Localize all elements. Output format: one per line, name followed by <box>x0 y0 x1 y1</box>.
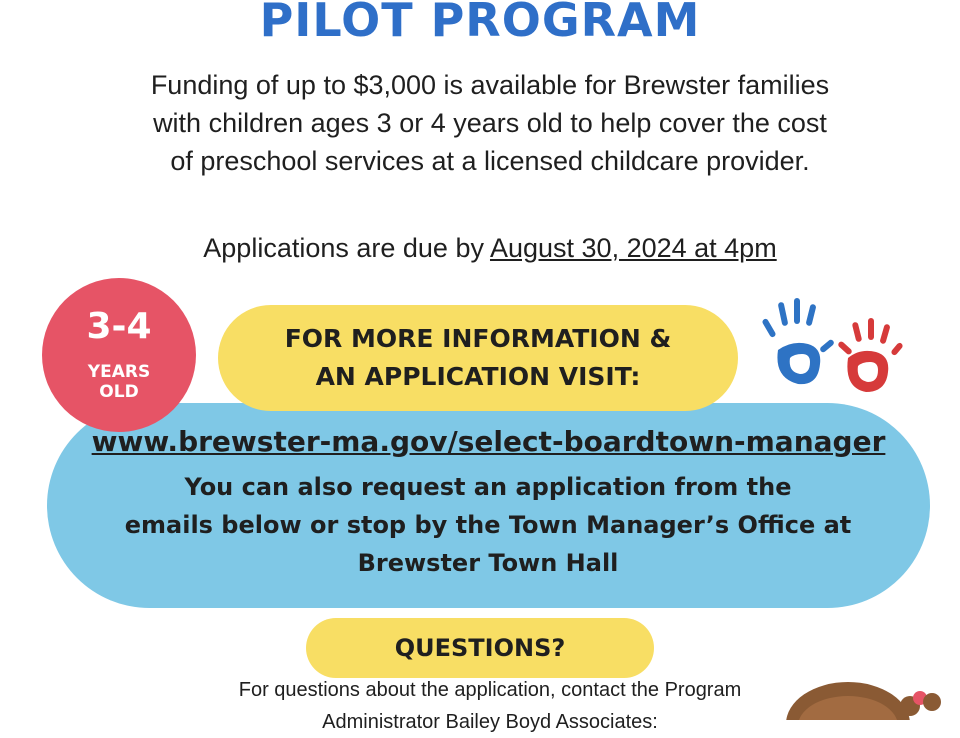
age-unit <box>62 362 176 402</box>
contact-line: For questions about the application, contact the Program <box>238 679 742 701</box>
info-line: AN APPLICATION VISIT: <box>315 362 641 391</box>
request-line: emails below or stop by the Town Manager’s Office at <box>124 511 852 539</box>
age-unit-line: YEARS <box>87 362 151 382</box>
intro-line: with children ages 3 or 4 years old to help cover the cost <box>153 108 827 138</box>
info-banner <box>218 305 738 411</box>
website-link[interactable]: www.brewster-ma.gov/select-boardtown-manager <box>91 425 886 458</box>
info-line: FOR MORE INFORMATION & <box>284 324 672 353</box>
child-illustration-icon <box>770 672 960 720</box>
blue-handprint-icon <box>761 298 835 384</box>
age-unit-line: OLD <box>99 382 139 402</box>
intro-line: Funding of up to $3,000 is available for Brewster families <box>150 70 830 100</box>
questions-heading: QUESTIONS? <box>306 618 654 678</box>
intro-line: of preschool services at a licensed childcare provider. <box>170 146 810 176</box>
intro-paragraph <box>90 66 890 180</box>
handprints-icon <box>758 292 908 402</box>
contact-paragraph <box>160 674 820 738</box>
request-paragraph <box>80 468 896 582</box>
age-badge <box>42 278 196 432</box>
page-title: PILOT PROGRAM <box>259 0 701 47</box>
contact-line: Administrator Bailey Boyd Associates: <box>322 711 658 733</box>
request-line: Brewster Town Hall <box>357 549 619 577</box>
deadline-text <box>0 230 960 266</box>
deadline-prefix: Applications are due by <box>203 233 490 263</box>
request-line: You can also request an application from the <box>184 473 792 501</box>
red-handprint-icon <box>837 318 904 392</box>
age-range: 3-4 <box>86 306 152 347</box>
deadline-date: August 30, 2024 at 4pm <box>489 233 777 263</box>
